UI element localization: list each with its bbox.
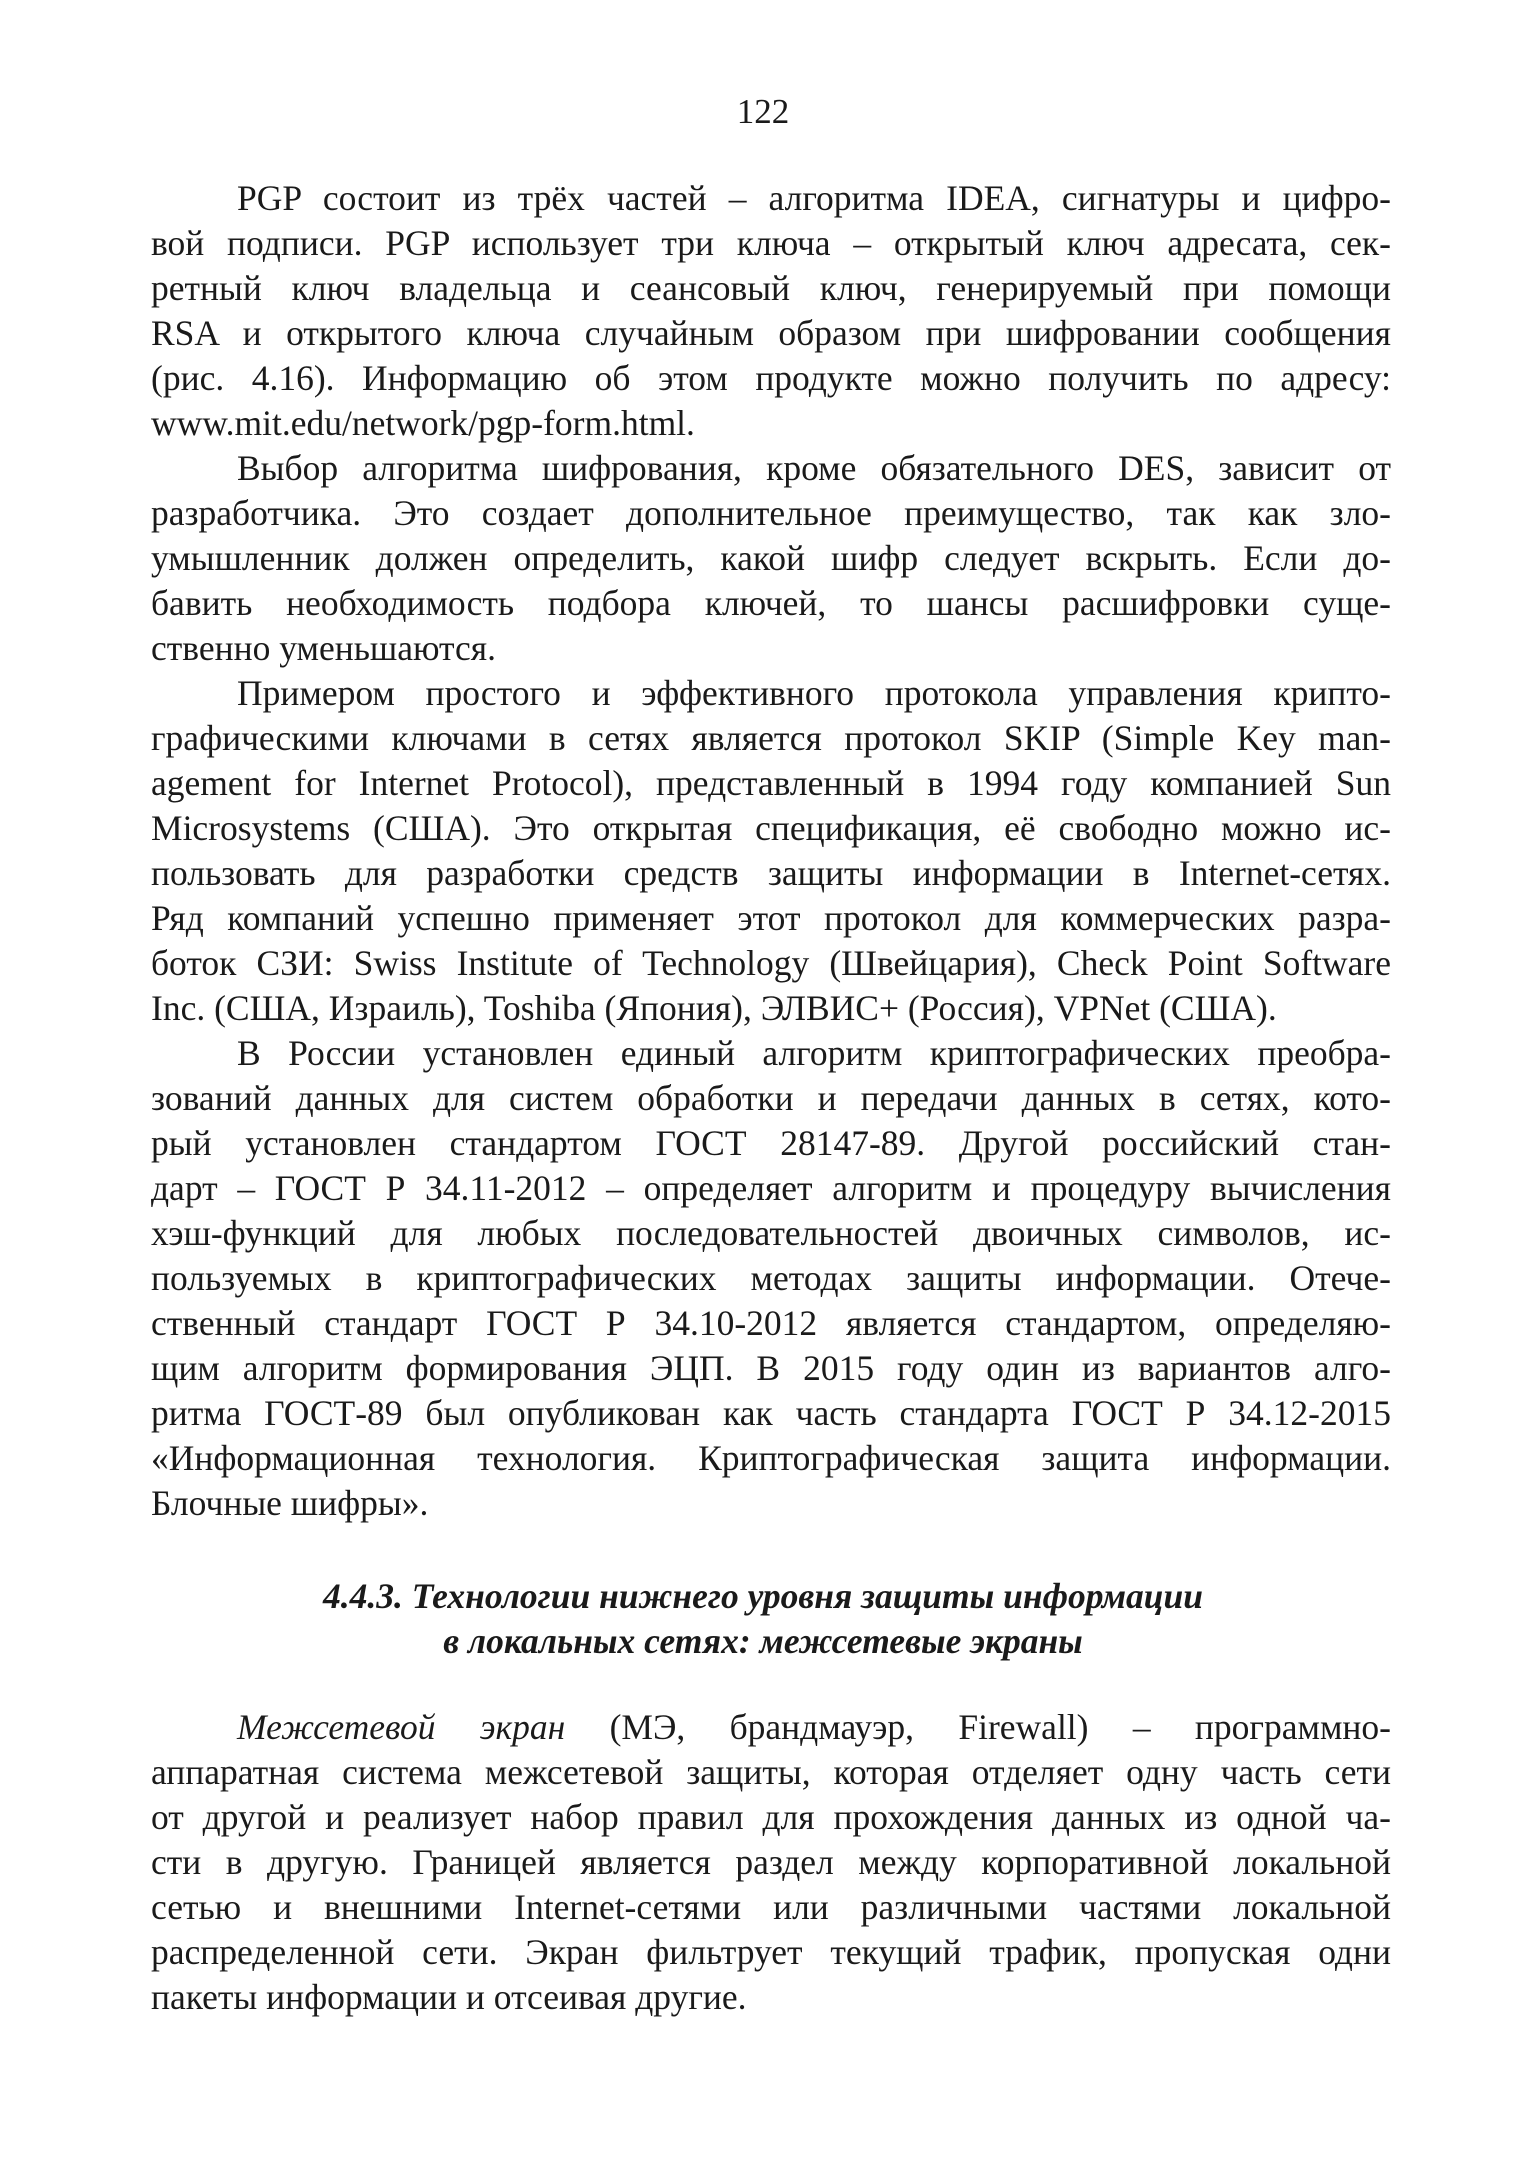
paragraph-skip xyxy=(151,671,1391,1031)
definition-text: (МЭ, брандмауэр, Firewall) – программно- xyxy=(565,1707,1391,1747)
text-line: agement for Internet Protocol), представленный в 1994 году компанией Sun xyxy=(151,763,1391,803)
text-line: пакеты информации и отсеивая другие. xyxy=(151,1977,747,2017)
text-line: пользуемых в криптографических методах защиты информации. Отече- xyxy=(151,1258,1391,1298)
text-line: рый установлен стандартом ГОСТ 28147-89. Другой российский стан- xyxy=(151,1123,1391,1163)
paragraph-pgp xyxy=(151,176,1391,446)
text-line: Inc. (США, Израиль), Toshiba (Япония), ЭЛВИС+ (Россия), VPNet (США). xyxy=(151,988,1277,1028)
section-heading-line-2: в локальных сетях: межсетевые экраны xyxy=(443,1621,1083,1661)
text-line: Выбор алгоритма шифрования, кроме обязательного DES, зависит от xyxy=(237,448,1391,488)
text-line: аппаратная система межсетевой защиты, которая отделяет одну часть сети xyxy=(151,1752,1391,1792)
text-line: Примером простого и эффективного протокола управления крипто- xyxy=(237,673,1391,713)
paragraph-firewall-definition xyxy=(151,1705,1391,2020)
text-line: хэш-функций для любых последовательностей двоичных символов, ис- xyxy=(151,1213,1391,1253)
text-line: RSA и открытого ключа случайным образом при шифровании сообщения xyxy=(151,313,1391,353)
text-line: Ряд компаний успешно применяет этот протокол для коммерческих разра- xyxy=(151,898,1391,938)
text-line: ретный ключ владельца и сеансовый ключ, генерируемый при помощи xyxy=(151,268,1391,308)
text-line: пользовать для разработки средств защиты информации в Internet-сетях. xyxy=(151,853,1391,893)
text-line: вой подписи. PGP использует три ключа – открытый ключ адресата, сек- xyxy=(151,223,1391,263)
text-line: «Информационная технология. Криптографическая защита информации. xyxy=(151,1438,1391,1478)
text-line: ритма ГОСТ-89 был опубликован как часть стандарта ГОСТ Р 34.12-2015 xyxy=(151,1393,1391,1433)
defined-term: Межсетевой экран xyxy=(237,1707,566,1747)
text-line: ственно уменьшаются. xyxy=(151,628,496,668)
text-line: PGP состоит из трёх частей – алгоритма IDEA, сигнатуры и цифро- xyxy=(237,178,1391,218)
text-line: Microsystems (США). Это открытая спецификация, её свободно можно ис- xyxy=(151,808,1391,848)
text-line: щим алгоритм формирования ЭЦП. В 2015 году один из вариантов алго- xyxy=(151,1348,1391,1388)
text-line: (рис. 4.16). Информацию об этом продукте можно получить по адресу: xyxy=(151,358,1391,398)
text-line: сти в другую. Границей является раздел между корпоративной локальной xyxy=(151,1842,1391,1882)
text-line: от другой и реализует набор правил для прохождения данных из одной ча- xyxy=(151,1797,1391,1837)
text-line: ственный стандарт ГОСТ Р 34.10-2012 является стандартом, определяю- xyxy=(151,1303,1391,1343)
text-line: www.mit.edu/network/pgp-form.html. xyxy=(151,403,695,443)
text-line: дарт – ГОСТ Р 34.11-2012 – определяет алгоритм и процедуру вычисления xyxy=(151,1168,1391,1208)
page-number: 122 xyxy=(736,92,790,131)
text-line: графическими ключами в сетях является протокол SKIP (Simple Key man- xyxy=(151,718,1391,758)
section-heading-line-1: 4.4.3. Технологии нижнего уровня защиты информации xyxy=(322,1576,1204,1616)
paragraph-gost xyxy=(151,1031,1391,1526)
text-line: умышленник должен определить, какой шифр следует вскрыть. Если до- xyxy=(151,538,1391,578)
text-line: боток СЗИ: Swiss Institute of Technology (Швейцария), Check Point Software xyxy=(151,943,1391,983)
text-line: сетью и внешними Internet-сетями или различными частями локальной xyxy=(151,1887,1391,1927)
text-line: Блочные шифры». xyxy=(151,1483,429,1523)
paragraph-algorithm-choice xyxy=(151,446,1391,671)
text-line: зований данных для систем обработки и передачи данных в сетях, кото- xyxy=(151,1078,1391,1118)
text-line xyxy=(151,1705,1391,1750)
text-line: бавить необходимость подбора ключей, то шансы расшифровки суще- xyxy=(151,583,1391,623)
text-line: разработчика. Это создает дополнительное преимущество, так как зло- xyxy=(151,493,1391,533)
text-line: распределенной сети. Экран фильтрует текущий трафик, пропуская одни xyxy=(151,1932,1391,1972)
text-line: В России установлен единый алгоритм криптографических преобра- xyxy=(237,1033,1391,1073)
